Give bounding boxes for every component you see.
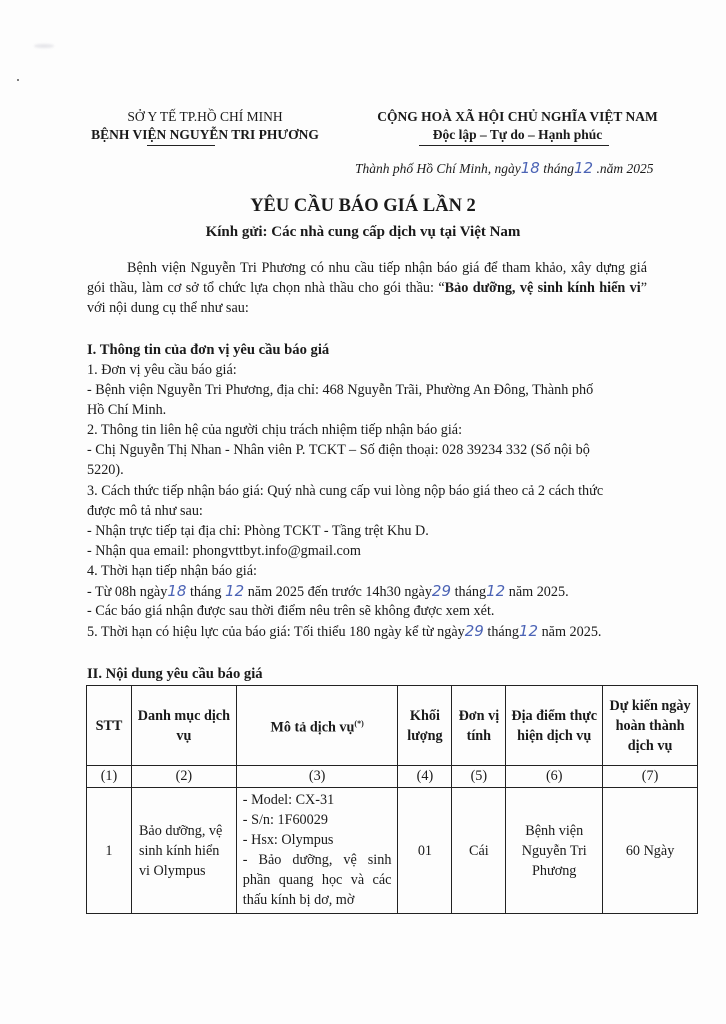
- issuer-org-name: BỆNH VIỆN NGUYỄN TRI PHƯƠNG: [91, 127, 319, 142]
- header-completion: Dự kiến ngày hoàn thành dịch vụ: [603, 686, 698, 766]
- header-service: Danh mục dịch vụ: [131, 686, 236, 766]
- national-motto: Độc lập – Tự do – Hạnh phúc: [432, 127, 603, 142]
- item-4-to-month-label: tháng: [451, 584, 487, 600]
- col-number: (4): [398, 766, 452, 788]
- header-quantity: Khối lượng: [398, 686, 452, 766]
- intro-paragraph: [87, 258, 647, 318]
- nation-name: CỘNG HOÀ XÃ HỘI CHỦ NGHĨA VIỆT NAM: [377, 109, 658, 124]
- item-1-label: 1. Đơn vị yêu cầu báo giá:: [87, 362, 237, 378]
- intro-text-end: ” với nội dung cụ thể như sau:: [87, 280, 648, 316]
- col-number: (1): [87, 766, 132, 788]
- table-column-numbers-row: [87, 766, 698, 788]
- item-3-label: 3. Cách thức tiếp nhận báo giá: Quý nhà cung cấp vui lòng nộp báo giá theo cả 2 cách thức: [87, 483, 604, 499]
- issuer-block: [80, 108, 330, 144]
- item-5-prefix: 5. Thời hạn có hiệu lực của báo giá: Tối thiểu 180 ngày kể từ ngày: [87, 624, 465, 640]
- item-4-note: - Các báo giá nhận được sau thời điểm nêu trên sẽ không được xem xét.: [87, 603, 495, 619]
- table-header-row: [87, 686, 698, 766]
- header-unit: Đơn vị tính: [452, 686, 506, 766]
- date-line: [355, 159, 653, 177]
- date-day-handwritten: 18: [520, 159, 540, 177]
- desc-line: - Hsx: Olympus: [242, 832, 334, 848]
- cell-quantity: 01: [398, 788, 452, 914]
- item-5-month-label: tháng: [483, 624, 519, 640]
- desc-line: - S/n: 1F60029: [242, 812, 328, 828]
- scan-smudge: [34, 44, 54, 48]
- table-row: [87, 788, 698, 914]
- motto-underline: [419, 145, 609, 146]
- item-5-validity: [87, 621, 601, 642]
- section-1-heading: I. Thông tin của đơn vị yêu cầu báo giá: [87, 342, 330, 358]
- col-number: (6): [506, 766, 603, 788]
- item-2-label: 2. Thông tin liên hệ của người chịu trách nhiệm tiếp nhận báo giá:: [87, 422, 463, 438]
- item-3-email: phongvttbyt.info@gmail.com: [192, 543, 361, 559]
- item-4-period: [87, 581, 569, 602]
- date-year: .năm 2025: [596, 161, 654, 176]
- item-4-to-month: 12: [486, 582, 506, 600]
- date-prefix: Thành phố Hồ Chí Minh, ngày: [355, 161, 521, 176]
- item-4-from-prefix: - Từ 08h ngày: [87, 584, 168, 600]
- header-description-label: Mô tả dịch vụ: [270, 719, 355, 736]
- item-5-month: 12: [518, 622, 539, 640]
- item-2-contact: - Chị Nguyễn Thị Nhan - Nhân viên P. TCKT – Số điện thoại: 028 39234 332 (Số nội bộ: [87, 442, 590, 458]
- col-number: (3): [236, 766, 398, 788]
- quotation-table: [86, 685, 698, 914]
- scan-dot: [17, 79, 19, 81]
- date-month-label: tháng: [543, 161, 574, 176]
- item-3-direct: - Nhận trực tiếp tại địa chỉ: Phòng TCKT - Tầng trệt Khu D.: [87, 523, 429, 539]
- col-number: (5): [452, 766, 506, 788]
- national-header: [345, 108, 690, 144]
- item-4-from-month: 12: [225, 582, 245, 600]
- section-2-heading: II. Nội dung yêu cầu báo giá: [87, 666, 263, 682]
- date-month-handwritten: 12: [574, 159, 594, 177]
- header-stt: STT: [87, 686, 132, 766]
- desc-line: - Bảo dưỡng, vệ sinh phần quang học và các thấu kính bị dơ, mờ: [242, 852, 392, 908]
- cell-service: Bảo dưỡng, vệ sinh kính hiển vi Olympus: [131, 788, 236, 914]
- item-4-to-day: 29: [431, 582, 452, 600]
- item-1-address-cont: Hồ Chí Minh.: [87, 402, 167, 418]
- col-number: (7): [603, 766, 698, 788]
- header-description-footnote: (*): [354, 718, 364, 728]
- header-location: Địa điểm thực hiện dịch vụ: [506, 686, 603, 766]
- item-5-year: năm 2025.: [538, 624, 602, 640]
- header-description: [236, 686, 398, 766]
- item-4-from-month-label: tháng: [186, 584, 226, 600]
- item-4-to-year: năm 2025.: [505, 584, 569, 600]
- cell-unit: Cái: [452, 788, 506, 914]
- col-number: (2): [131, 766, 236, 788]
- item-4-from-day: 18: [167, 582, 187, 600]
- desc-line: - Model: CX-31: [242, 792, 335, 808]
- item-4-mid: năm 2025 đến trước 14h30 ngày: [244, 584, 432, 600]
- item-3-label-cont: được mô tả như sau:: [87, 503, 203, 519]
- item-2-contact-cont: 5220).: [87, 462, 124, 478]
- item-4-label: 4. Thời hạn tiếp nhận báo giá:: [87, 563, 257, 579]
- item-3-email-line: [87, 541, 361, 561]
- document-recipient: Kính gửi: Các nhà cung cấp dịch vụ tại Việt Nam: [205, 224, 521, 240]
- cell-location: Bệnh viện Nguyễn Tri Phương: [506, 788, 603, 914]
- item-1-address: - Bệnh viện Nguyễn Tri Phương, địa chỉ: 468 Nguyễn Trãi, Phường An Đông, Thành phố: [87, 382, 594, 398]
- package-name: Bảo dưỡng, vệ sinh kính hiển vi: [444, 280, 641, 296]
- item-3-email-prefix: - Nhận qua email:: [87, 543, 193, 559]
- issuer-parent-org: SỞ Y TẾ TP.HỒ CHÍ MINH: [127, 109, 283, 124]
- document-title: YÊU CẦU BÁO GIÁ LẦN 2: [250, 196, 476, 216]
- cell-stt: 1: [87, 788, 132, 914]
- intro-text: Bệnh viện Nguyễn Tri Phương có nhu cầu tiếp nhận báo giá để tham khảo, xây dựng giá gói thầu, làm cơ sở tổ chức lựa chọn nhà thầu cho gói thầu: “: [87, 260, 647, 296]
- item-5-day: 29: [464, 622, 484, 640]
- cell-completion: 60 Ngày: [603, 788, 698, 914]
- cell-description: [236, 788, 398, 914]
- issuer-underline: [147, 145, 215, 146]
